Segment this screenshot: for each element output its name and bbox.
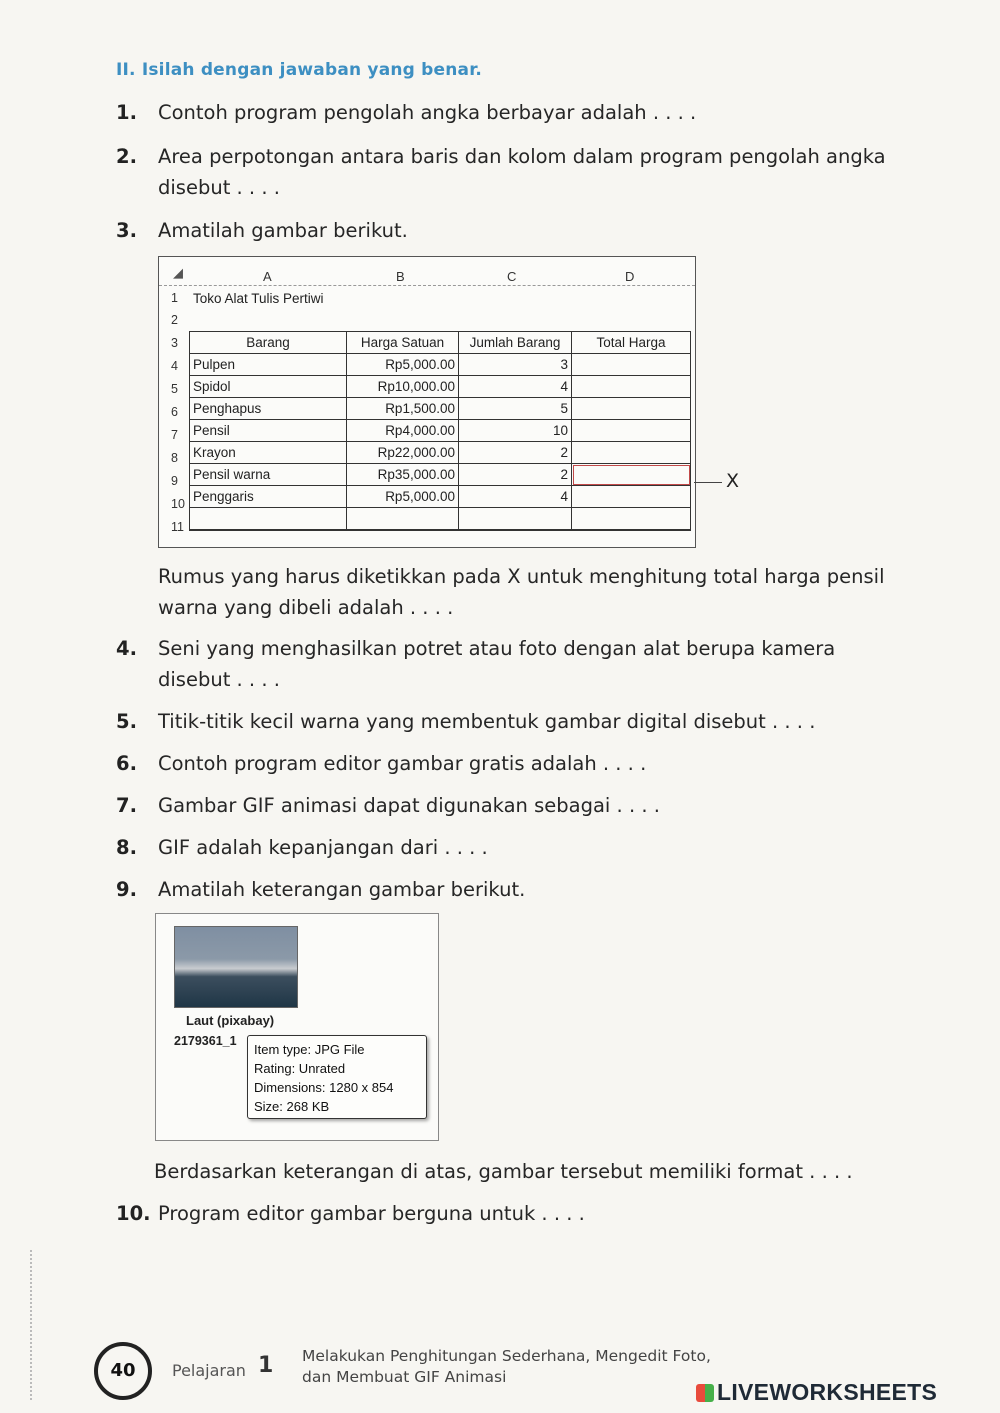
price-cell: Rp10,000.00: [347, 376, 459, 398]
file-id: 2179361_1: [174, 1034, 237, 1048]
question-text: Area perpotongan antara baris dan kolom dalam program pengolah angka: [158, 145, 886, 168]
question-number: 6.: [116, 752, 137, 775]
section-title: II. Isilah dengan jawaban yang benar.: [116, 60, 483, 80]
column-header-c: C: [507, 269, 517, 284]
question-text: Amatilah keterangan gambar berikut.: [158, 878, 526, 901]
qty-cell: 2: [459, 464, 572, 486]
question-text: Gambar GIF animasi dapat digunakan sebagai . . . .: [158, 794, 660, 817]
total-cell: [572, 420, 691, 442]
row-number: 3: [171, 336, 178, 350]
table-row: [190, 464, 691, 486]
price-cell: Rp5,000.00: [347, 486, 459, 508]
table-row: [190, 354, 691, 376]
selected-cell-x[interactable]: [572, 464, 691, 486]
table-row: [190, 486, 691, 508]
header-divider: [159, 285, 695, 286]
item-cell: Penggaris: [190, 486, 347, 508]
data-table: [189, 331, 691, 531]
question-text: Program editor gambar berguna untuk . . . .: [158, 1202, 585, 1225]
table-row: [190, 442, 691, 464]
question-text: Seni yang menghasilkan potret atau foto dengan alat berupa kamera: [158, 637, 836, 660]
question-text: Amatilah gambar berikut.: [158, 219, 408, 242]
x-marker-label: X: [726, 470, 740, 492]
table-row: [190, 398, 691, 420]
item-cell: Spidol: [190, 376, 347, 398]
qty-cell: 10: [459, 420, 572, 442]
sheet-title-cell: Toko Alat Tulis Pertiwi: [193, 291, 324, 306]
row-number: 7: [171, 428, 178, 442]
tooltip-size: Size: 268 KB: [254, 1099, 330, 1114]
price-cell: Rp35,000.00: [347, 464, 459, 486]
total-cell: [572, 376, 691, 398]
qty-cell: 4: [459, 376, 572, 398]
file-name: Laut (pixabay): [186, 1013, 275, 1028]
qty-cell: 3: [459, 354, 572, 376]
total-cell: [572, 354, 691, 376]
row-number: 6: [171, 405, 178, 419]
row-number: 8: [171, 451, 178, 465]
table-row: [190, 420, 691, 442]
column-header-b: B: [396, 269, 405, 284]
price-cell: Rp22,000.00: [347, 442, 459, 464]
select-all-corner-icon: ◢: [173, 265, 183, 280]
question-number: 10.: [116, 1202, 151, 1225]
total-cell: [572, 398, 691, 420]
file-tooltip: [247, 1035, 427, 1119]
file-info-figure: [155, 913, 439, 1141]
qty-cell: 2: [459, 442, 572, 464]
row-number: 5: [171, 382, 178, 396]
chapter-title: [302, 1346, 711, 1388]
lesson-label: Pelajaran: [172, 1361, 246, 1380]
column-header-a: A: [263, 269, 272, 284]
qty-cell: 4: [459, 486, 572, 508]
price-cell: Rp1,500.00: [347, 398, 459, 420]
total-cell: [572, 442, 691, 464]
question-text: warna yang dibeli adalah . . . .: [158, 596, 454, 619]
question-number: 9.: [116, 878, 137, 901]
row-number: 1: [171, 291, 178, 305]
item-cell: Pensil: [190, 420, 347, 442]
table-row-empty: [190, 508, 691, 530]
question-number: 5.: [116, 710, 137, 733]
question-text: disebut . . . .: [158, 176, 280, 199]
tooltip-rating: Rating: Unrated: [254, 1061, 346, 1076]
qty-cell: 5: [459, 398, 572, 420]
lesson-number: 1: [258, 1353, 274, 1378]
spreadsheet-figure: [158, 256, 696, 548]
page-number-badge: 40: [94, 1342, 152, 1400]
question-number: 3.: [116, 219, 137, 242]
row-number: 11: [171, 520, 184, 534]
tooltip-dimensions: Dimensions: 1280 x 854: [254, 1080, 394, 1095]
price-cell: Rp5,000.00: [347, 354, 459, 376]
liveworksheets-brand[interactable]: [696, 1379, 937, 1406]
item-cell: Krayon: [190, 442, 347, 464]
question-text: disebut . . . .: [158, 668, 280, 691]
question-text: Titik-titik kecil warna yang membentuk gambar digital disebut . . . .: [158, 710, 816, 733]
brand-text: LIVEWORKSHEETS: [717, 1379, 938, 1405]
chapter-title-line: dan Membuat GIF Animasi: [302, 1368, 507, 1386]
chapter-title-line: Melakukan Penghitungan Sederhana, Mengedit Foto,: [302, 1347, 711, 1365]
question-number: 7.: [116, 794, 137, 817]
row-number: 10: [171, 497, 185, 511]
question-number: 2.: [116, 145, 137, 168]
header-cell: Total Harga: [572, 332, 691, 354]
table-row: [190, 376, 691, 398]
margin-dots: [30, 1250, 34, 1400]
total-cell: [572, 486, 691, 508]
x-pointer-line: [694, 482, 722, 483]
table-header-row: [190, 332, 691, 354]
sea-thumbnail-image: [174, 926, 298, 1008]
question-number: 4.: [116, 637, 137, 660]
header-cell: Barang: [190, 332, 347, 354]
row-number: 2: [171, 313, 178, 327]
row-number: 9: [171, 474, 178, 488]
row-number: 4: [171, 359, 178, 373]
question-text: Berdasarkan keterangan di atas, gambar tersebut memiliki format . . . .: [154, 1160, 853, 1183]
item-cell: Pulpen: [190, 354, 347, 376]
question-number: 1.: [116, 101, 137, 124]
question-number: 8.: [116, 836, 137, 859]
liveworksheets-logo-icon: [696, 1384, 714, 1402]
question-text: Rumus yang harus diketikkan pada X untuk menghitung total harga pensil: [158, 565, 885, 588]
question-text: Contoh program pengolah angka berbayar adalah . . . .: [158, 101, 697, 124]
header-cell: Harga Satuan: [347, 332, 459, 354]
header-cell: Jumlah Barang: [459, 332, 572, 354]
column-header-d: D: [625, 269, 635, 284]
question-text: GIF adalah kepanjangan dari . . . .: [158, 836, 488, 859]
item-cell: Penghapus: [190, 398, 347, 420]
tooltip-item-type: Item type: JPG File: [254, 1042, 365, 1057]
price-cell: Rp4,000.00: [347, 420, 459, 442]
item-cell: Pensil warna: [190, 464, 347, 486]
question-text: Contoh program editor gambar gratis adalah . . . .: [158, 752, 647, 775]
